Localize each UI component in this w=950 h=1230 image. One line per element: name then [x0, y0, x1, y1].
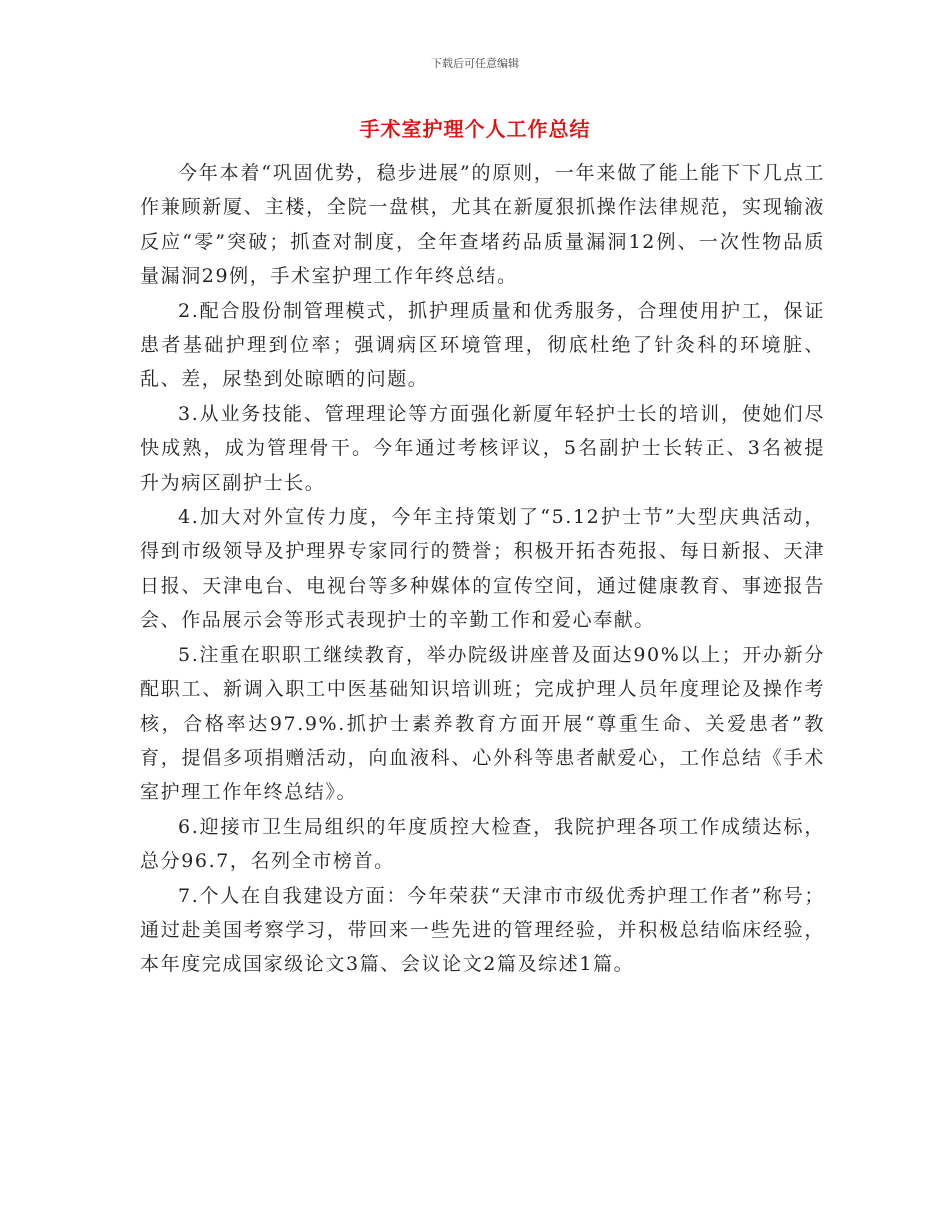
paragraph-7: 7.个人在自我建设方面：今年荣获“天津市市级优秀护理工作者”称号；通过赴美国考察学习，带回来一些先进的管理经验，并积极总结临床经验，本年度完成国家级论文3篇、会议论文2篇及综述1篇。: [140, 884, 825, 976]
paragraph-3: 3.从业务技能、管理理论等方面强化新厦年轻护士长的培训，使她们尽快成熟，成为管理骨干。今年通过考核评议，5名副护士长转正、3名被提升为病区副护士长。: [140, 402, 825, 494]
paragraph-1: 今年本着“巩固优势，稳步进展”的原则，一年来做了能上能下下几点工作兼顾新厦、主楼，全院一盘棋，尤其在新厦狠抓操作法律规范，实现输液反应“零”突破；抓查对制度，全年查堵药品质量漏洞12例、一次性物品质量漏洞29例，手术室护理工作年终总结。: [140, 162, 825, 288]
paragraph-4: 4.加大对外宣传力度，今年主持策划了“5.12护士节”大型庆典活动，得到市级领导及护理界专家同行的赞誉；积极开拓杏苑报、每日新报、天津日报、天津电台、电视台等多种媒体的宣传空间，通过健康教育、事迹报告会、作品展示会等形式表现护士的辛勤工作和爱心奉献。: [140, 506, 825, 632]
paragraph-2: 2.配合股份制管理模式，抓护理质量和优秀服务，合理使用护工，保证患者基础护理到位率；强调病区环境管理，彻底杜绝了针灸科的环境脏、乱、差，尿垫到处晾晒的问题。: [140, 299, 825, 391]
page-title: 手术室护理个人工作总结: [359, 117, 591, 141]
paragraph-6: 6.迎接市卫生局组织的年度质控大检查，我院护理各项工作成绩达标，总分96.7，名列全市榜首。: [140, 815, 825, 873]
header-note: 下载后可任意编辑: [431, 57, 519, 70]
document-body: [140, 156, 825, 982]
paragraph-5: 5.注重在职职工继续教育，举办院级讲座普及面达90%以上；开办新分配职工、新调入职工中医基础知识培训班；完成护理人员年度理论及操作考核，合格率达97.9%.抓护士素养教育方面开展“尊重生命、关爱患者”教育，提倡多项捐赠活动，向血液科、心外科等患者献爱心，工作总结《手术室护理工作年终总结》。: [140, 643, 825, 804]
